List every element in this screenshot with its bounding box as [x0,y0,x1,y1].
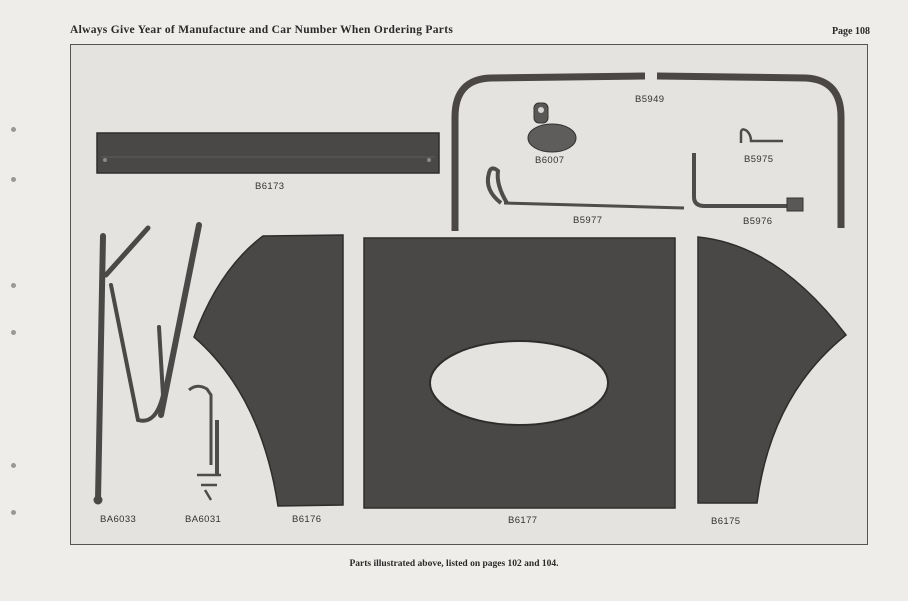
binder-hole [11,330,16,335]
part-b5975-hook [741,129,783,143]
page-header: Always Give Year of Manufacture and Car Number When Ordering Parts [70,24,454,36]
label-b5975: B5975 [744,154,774,165]
part-b5977-rod [488,168,684,208]
label-b5949: B5949 [635,94,665,105]
label-b5976: B5976 [743,216,773,227]
label-b6007: B6007 [535,155,565,166]
page-number: Page 108 [831,26,870,37]
label-b5977: B5977 [573,215,603,226]
label-b6173: B6173 [255,181,285,192]
binder-hole [11,463,16,468]
label-ba6033: BA6033 [100,514,137,525]
binder-hole [11,510,16,515]
part-ba6031-bracket [189,386,221,500]
part-b6177-curtain [364,238,675,508]
part-ba6033-bracket [94,225,199,504]
part-b6007-bracket [528,103,576,152]
parts-drawing [71,45,869,546]
label-b6176: B6176 [292,514,322,525]
binder-hole [11,283,16,288]
figure-caption: Parts illustrated above, listed on pages 102 and 104. [349,559,559,569]
binder-hole [11,177,16,182]
binder-hole [11,127,16,132]
label-b6175: B6175 [711,516,741,527]
part-b6175-panel [698,237,846,503]
label-ba6031: BA6031 [185,514,222,525]
parts-illustration-plate [70,44,868,545]
part-b6173-strip [97,133,439,173]
label-b6177: B6177 [508,515,538,526]
